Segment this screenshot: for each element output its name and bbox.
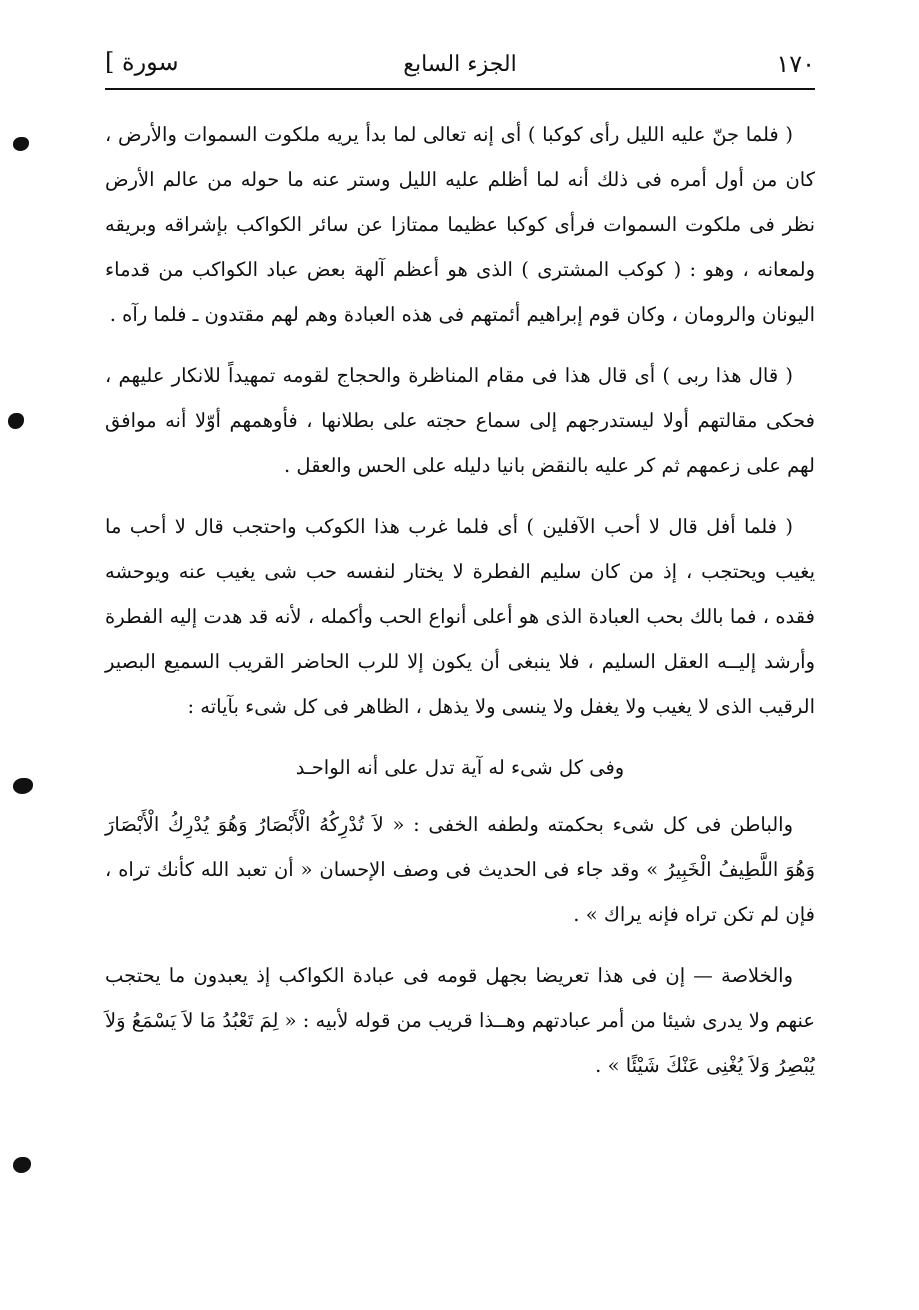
page-number: ١٧٠ (776, 50, 815, 78)
paragraph-1: ( فلما جنّ عليه الليل رأى كوكبا ) أى إنه تعالى لما بدأ يريه ملكوت السموات والأرض ، كان من أول أمره فى ذلك أنه لما أظلم عليه الليل وستر عنه ما حوله من عالم الأرض نظر فى ملكوت السموات فرأى كوكبا عظيما ممتازا عن سائر الكواكب بإشراقه وبريقه ولمعانه ، وهو : ( كوكب المشترى ) الذى هو أعظم آلهة بعض عباد الكواكب من قدماء اليونان والرومان ، وكان قوم إبراهيم أئمتهم فى هذه العبادة وهم لهم مقتدون ـ فلما رآه . (105, 123, 815, 326)
ink-blot-mark (13, 1157, 31, 1173)
paragraph-3: ( فلما أفل قال لا أحب الآفلين ) أى فلما غرب هذا الكوكب واحتجب قال لا أحب ما يغيب ويحتجب ، إذ من كان سليم الفطرة لا يختار لنفسه حب شى يغيب عنه ويوحشه فقده ، فما بالك بحب العبادة الذى هو أعلى أنواع الحب وأكمله ، لأنه قد هدت إليه الفطرة وأرشد إليــه العقل السليم ، فلا ينبغى أن يكون إلا للرب الحاضر القريب السميع البصير الرقيب الذى لا يغيب ولا يغفل ولا ينسى ولا يذهل ، الظاهر فى كل شىء بآياته : (105, 515, 815, 718)
page-header (105, 42, 815, 90)
page-body (105, 112, 815, 1104)
header-rule (105, 88, 815, 90)
part-title: الجزء السابع (403, 52, 517, 77)
poetry-verse: وفى كل شىء له آية تدل على أنه الواحـد (295, 756, 625, 779)
paragraph-2: ( قال هذا ربى ) أى قال هذا فى مقام المناظرة والحجاج لقومه تمهيداً للانكار عليهم ، فحكى مقالتهم أولا ليستدرجهم إلى سماع حجته على بطلانها ، فأوهمهم أوّلا أنه موافق لهم على زعمهم ثم كر عليه بالنقض بانيا دليله على الحس والعقل . (105, 364, 815, 477)
ink-blot-mark (8, 413, 24, 429)
surah-label: سورة ] (105, 48, 179, 76)
ink-blot-mark (13, 137, 29, 151)
paragraph-4: والباطن فى كل شىء بحكمته ولطفه الخفى : « لاَ تُدْرِكُهُ الْأَبْصَارُ وَهُوَ يُدْرِكُ الْأَبْصَارَ وَهُوَ اللَّطِيفُ الْخَبِيرُ » وقد جاء فى الحديث فى وصف الإحسان « أن تعبد الله كأنك تراه ، فإن لم تكن تراه فإنه يراك » . (105, 813, 815, 926)
ink-blot-mark (13, 778, 33, 794)
paragraph-5: والخلاصة — إن فى هذا تعريضا بجهل قومه فى عبادة الكواكب إذ يعبدون ما يحتجب عنهم ولا يدرى شيئا من أمر عبادتهم وهــذا قريب من قوله لأبيه : « لِمَ تَعْبُدُ مَا لاَ يَسْمَعُ وَلاَ يُبْصِرُ وَلاَ يُغْنِى عَنْكَ شَيْئًا » . (105, 964, 815, 1077)
